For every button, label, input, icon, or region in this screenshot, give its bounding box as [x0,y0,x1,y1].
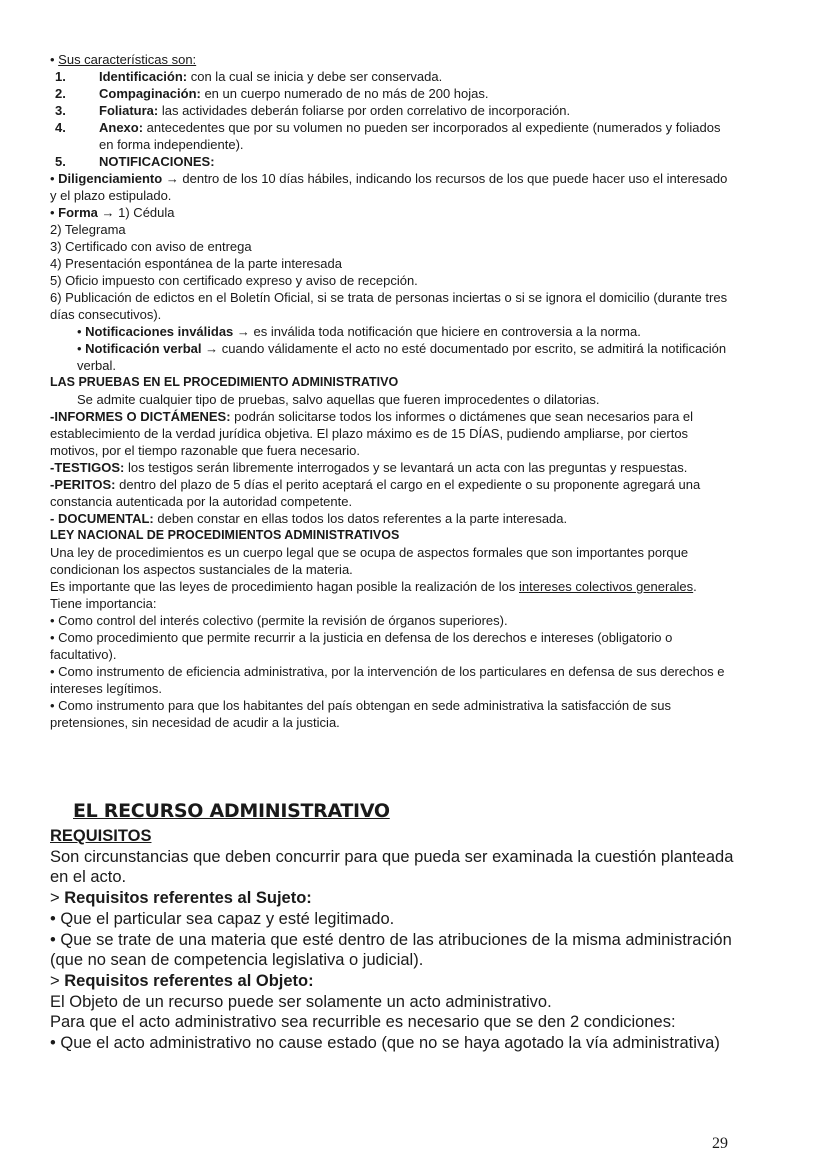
characteristic-item-4: 4. Anexo: antecedentes que por su volumen no pueden ser incorporados al expediente (numerados y foliados en forma independiente). [55,120,721,152]
pruebas-paragraph: Se admite cualquier tipo de pruebas, salvo aquellas que fueren improcedentes o dilatorias. [77,392,600,407]
testigos-paragraph: -TESTIGOS: los testigos serán libremente interrogados y se levantará un acta con las preguntas y respuestas. [50,460,688,475]
objeto-paragraph-1: El Objeto de un recurso puede ser solamente un acto administrativo. [50,992,552,1011]
forma-item-5: 5) Oficio impuesto con certificado expreso y aviso de recepción. [50,273,418,288]
objeto-paragraph-2: Para que el acto administrativo sea recurrible es necesario que se den 2 condiciones: [50,1013,676,1032]
ley-paragraph-2: Es importante que las leyes de procedimiento hagan posible la realización de los intereses colectivos generales. [50,579,697,594]
importancia-item-3: • Como instrumento de eficiencia administrativa, por la intervención de los particulares en defensa de sus derechos e intereses legítimos. [50,664,725,696]
forma-item-6: 6) Publicación de edictos en el Boletín Oficial, si se trata de personas inciertas o si se ignora el domicilio (durante tres días consecutivos). [50,290,728,322]
characteristic-item-1: 1. Identificación: con la cual se inicia y debe ser conservada. [55,69,443,84]
importancia-item-2: • Como procedimiento que permite recurrir a la justicia en defensa de los derechos e intereses (obligatorio o facultativo). [50,630,673,662]
section-title: EL RECURSO ADMINISTRATIVO [73,800,390,822]
requisitos-heading: REQUISITOS [50,827,152,845]
page-number: 29 [712,1135,728,1152]
forma-paragraph: • Forma → 1) Cédula [50,205,175,220]
invalidas-paragraph: • Notificaciones inválidas → es inválida toda notificación que hiciere en controversia a la norma. [77,324,641,339]
importancia-item-1: • Como control del interés colectivo (permite la revisión de órganos superiores). [50,613,508,628]
peritos-paragraph: -PERITOS: dentro del plazo de 5 días el perito aceptará el cargo en el expediente o su proponente agregará una constancia autenticada por la autoridad competente. [50,477,701,509]
characteristic-item-5: 5. NOTIFICACIONES: [55,154,215,169]
importancia-item-4: • Como instrumento para que los habitantes del país obtengan en sede administrativa la satisfacción de sus pretensiones, sin necesidad de acudir a la justicia. [50,698,671,730]
documental-paragraph: - DOCUMENTAL: deben constar en ellas todos los datos referentes a la parte interesada. [50,511,568,526]
ley-heading: LEY NACIONAL DE PROCEDIMIENTOS ADMINISTRATIVOS [50,528,400,542]
characteristics-intro: • Sus características son: [50,52,197,67]
ley-paragraph-1: Una ley de procedimientos es un cuerpo legal que se ocupa de aspectos formales que son importantes porque condicionan los aspectos sustanciales de la materia. [50,545,689,577]
characteristic-item-2: 2. Compaginación: en un cuerpo numerado de no más de 200 hojas. [55,86,489,101]
forma-item-3: 3) Certificado con aviso de entrega [50,239,252,254]
pruebas-heading: LAS PRUEBAS EN EL PROCEDIMIENTO ADMINISTRATIVO [50,375,399,389]
requisitos-paragraph: Son circunstancias que deben concurrir para que pueda ser examinada la cuestión planteada en el acto. [50,847,734,887]
sujeto-heading: > Requisitos referentes al Sujeto: [50,889,312,908]
objeto-heading: > Requisitos referentes al Objeto: [50,971,314,990]
diligenciamiento-paragraph: • Diligenciamiento → dentro de los 10 días hábiles, indicando los recursos de los que puede hacer uso el interesado y el plazo estipulado. [50,171,728,203]
verbal-paragraph: • Notificación verbal → cuando válidamente el acto no esté documentado por escrito, se admitirá la notificación verbal. [77,341,727,373]
procedure-section [50,51,730,731]
recurso-section [50,826,750,1054]
importancia-label: Tiene importancia: [50,596,157,611]
sujeto-item-2: • Que se trate de una materia que esté dentro de las atribuciones de la misma administración (que no sean de competencia legislativa o judicial). [50,930,732,970]
characteristic-item-3: 3. Foliatura: las actividades deberán foliarse por orden correlativo de incorporación. [55,103,571,118]
sujeto-item-1: • Que el particular sea capaz y esté legitimado. [50,909,395,928]
objeto-item-1: • Que el acto administrativo no cause estado (que no se haya agotado la vía administrativa) [50,1034,720,1053]
forma-item-4: 4) Presentación espontánea de la parte interesada [50,256,342,271]
forma-item-2: 2) Telegrama [50,222,126,237]
informes-paragraph: -INFORMES O DICTÁMENES: podrán solicitarse todos los informes o dictámenes que sean necesarios para el establecimiento de la verdad jurídica objetiva. El plazo máximo es de 15 DÍAS, pudiendo ampliarse, por ciertos motivos, por el tiempo razonable que fuera necesario. [50,409,694,458]
